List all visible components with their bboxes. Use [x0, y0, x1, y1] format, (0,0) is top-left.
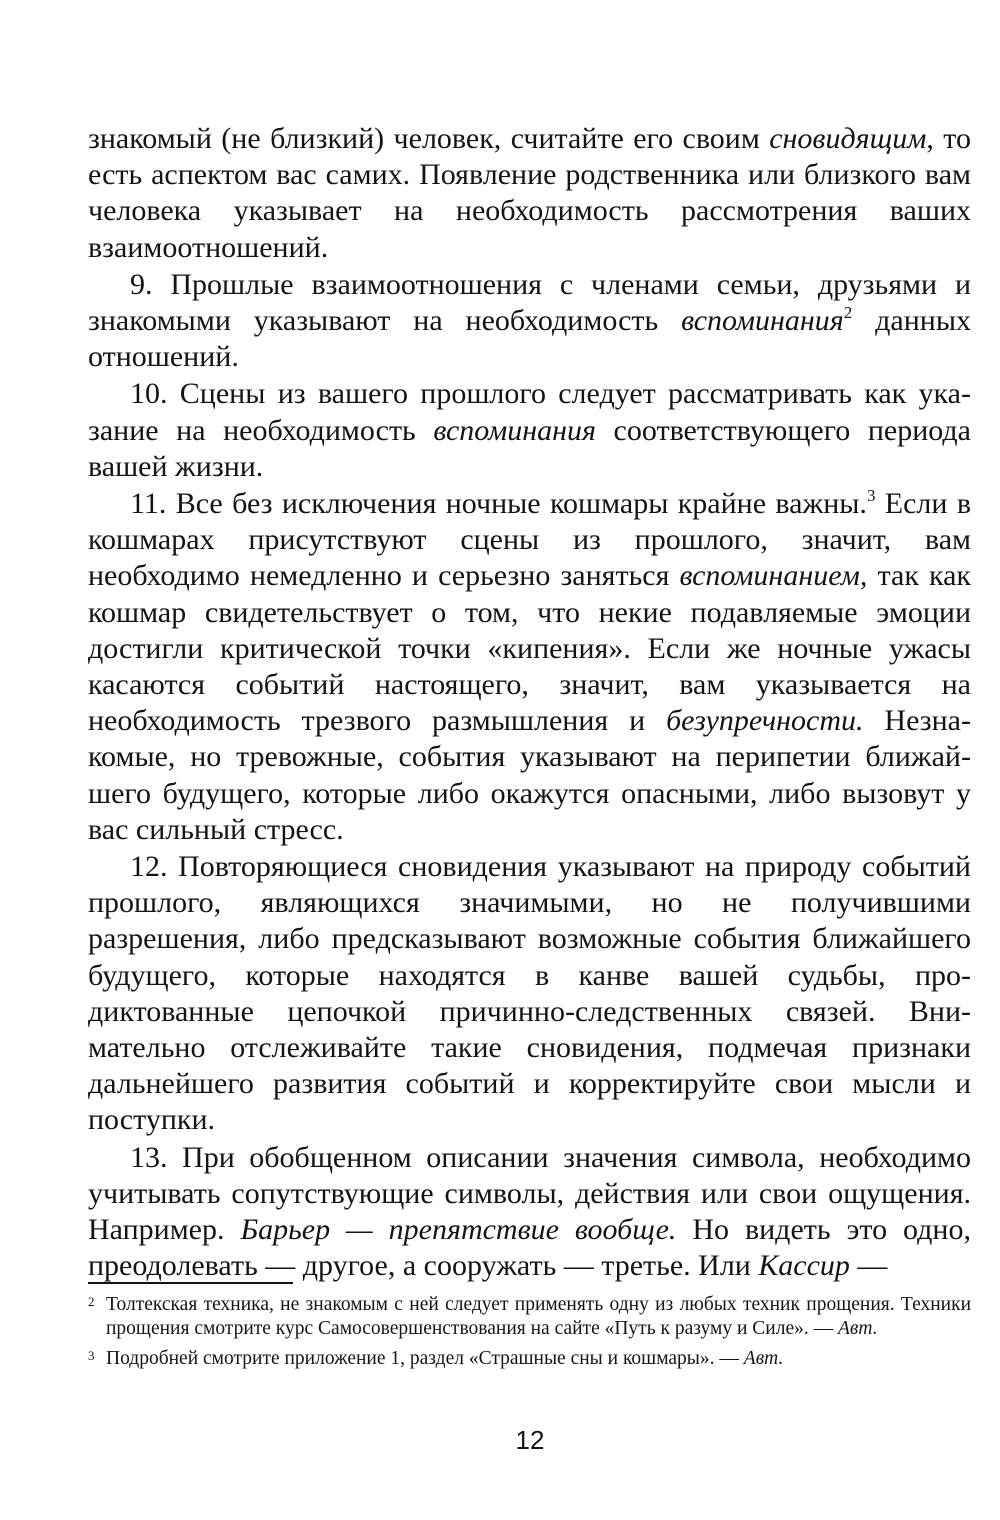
footnote-mark: 3 [88, 1348, 95, 1363]
footnote-author: Авт. [743, 1348, 784, 1369]
footnotes [88, 1293, 971, 1378]
emphasis: вспоминания [681, 304, 844, 338]
footnote-ref-3[interactable]: 3 [866, 486, 876, 506]
emphasis: Кассир [758, 1249, 850, 1283]
paragraph-12: 12. Повторяющиеся сновидения указывают на природу событий прошлого, являющихся значимыми, но не получившими разрешения, либо предсказывают возможные события ближайшего будущего, которые находятся в канве вашей судьбы, продиктованные цепочкой причинно-следственных связей. Внимательно отслеживайте такие сновидения, подмечая признаки дальнейшего развития событий и корректируйте свои мысли и поступки. [88, 850, 971, 1137]
footnote-2: 2 Толтекская техника, не знакомым с ней следует применять одну из любых техник прощения. Техники прощения смотрите курс Самосовершенствования на сайте «Путь к разуму и Силе». — Авт. [88, 1294, 971, 1339]
emphasis: сновидящим [769, 122, 927, 155]
footnote-author: Авт. [838, 1317, 878, 1339]
footnote-divider [88, 1282, 293, 1284]
paragraph-9: 9. Прошлые взаимоотношения с членами семьи, друзьями и знакомыми указывают на необходимость вспоминания$^2$ данных отношений. [88, 267, 971, 374]
footnote-mark: 2 [88, 1294, 95, 1309]
emphasis: безупречности. [666, 704, 864, 738]
emphasis: Барьер — препятствие вообще. [240, 1213, 677, 1247]
emphasis: вспоминания [433, 413, 596, 447]
paragraph-13: 13. При обобщенном описании значения символа, необходимо учитывать сопутствующие символы, действия или свои ощущения. Например. Барьер — препятствие вообще. Но видеть это одно, преодолевать — другое, а сооружать — третье. Или Кассир — [88, 1140, 971, 1283]
paragraph-10: 10. Сцены из вашего прошлого следует рассматривать как указание на необходимость вспоминания соответствующего периода вашей жизни. [88, 377, 972, 483]
footnote-ref-2[interactable]: 2 [843, 303, 853, 323]
paragraph-11: 11. Все без исключения ночные кошмары крайне важны.$^3$ Если в кошмарах присутствуют сцены из прошлого, значит, вам необходимо немедленно и серьезно заняться вспоминанием, так как кошмар свидетельствует о том, что некие подавляемые эмоции достигли критической точки «кипения». Если же ночные ужасы касаются событий настоящего, значит, вам указывается на необходимость трезвого размышления и безупречности. Незнакомые, но тревожные, события указывают на перипетии ближайшего будущего, которые либо окажутся опасными, либо вызовут у вас сильный стресс. [88, 486, 972, 846]
page-number: 12 [515, 1425, 545, 1455]
footnote-3: 3 Подробней смотрите приложение 1, раздел «Страшные сны и кошмары». — Авт. [88, 1348, 784, 1369]
paragraph-8-continuation: знакомый (не близкий) человек, считайте его своим сновидящим, то есть аспектом вас самих. Появление родственника или близкого вам человека указывает на необходимость рассмотрения ваших взаимоотношений. [88, 122, 971, 264]
emphasis: вспоминанием, [679, 559, 868, 593]
main-text [88, 121, 971, 1285]
